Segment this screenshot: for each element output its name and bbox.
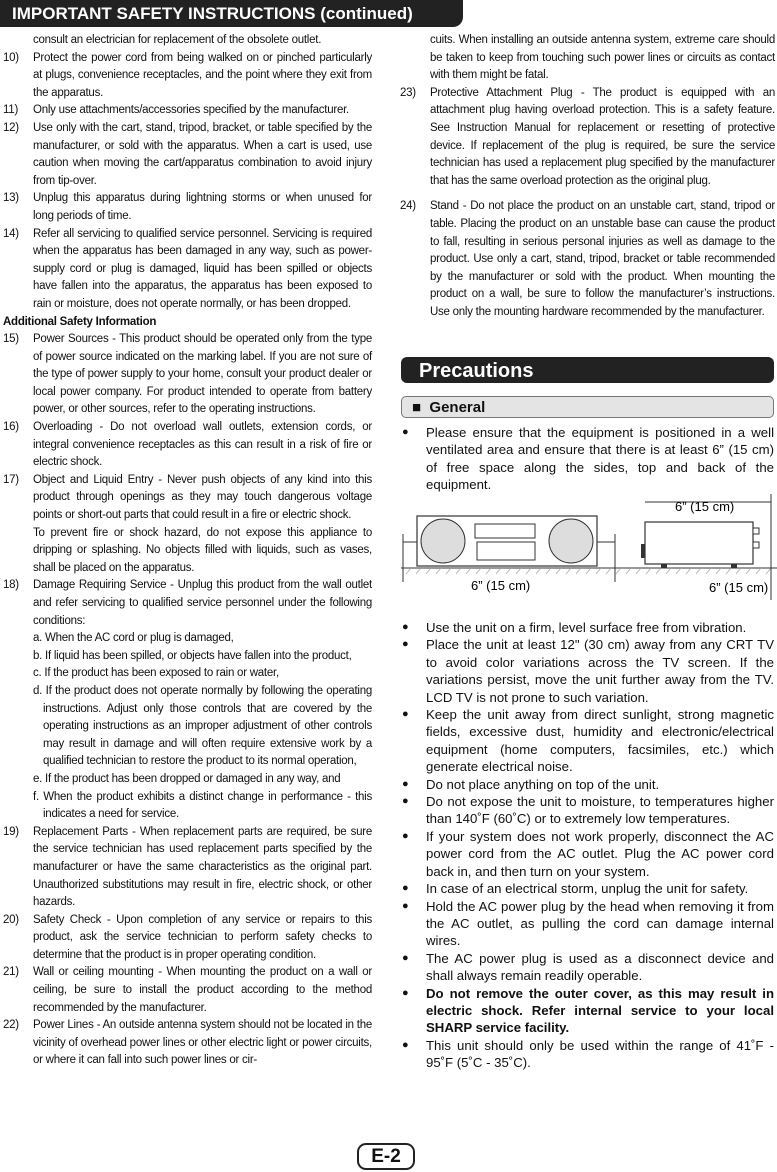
section-header: IMPORTANT SAFETY INSTRUCTIONS (continued) [0, 0, 463, 27]
item-text: Object and Liquid Entry - Never push objects of any kind into this product through openings as they may touch dangerous voltage points or short-out parts that could result in a fire or electric shock. [33, 473, 372, 522]
bullet-icon: ● [402, 708, 409, 721]
label-bottom-left: 6” (15 cm) [471, 578, 531, 593]
item-text: Overloading - Do not overload wall outlets, extension cords, or integral convenience receptacles as this can result in a risk of fire or electric shock. [33, 421, 372, 469]
list-item [3, 912, 372, 965]
list-item [400, 85, 775, 191]
bullet-item [401, 950, 774, 985]
item-number: 20) [3, 913, 19, 926]
general-subheading: ■ General [401, 396, 774, 418]
bullet-icon: ● [402, 986, 409, 999]
left-column [3, 32, 372, 1070]
item-text: Power Lines - An outside antenna system should not be located in the vicinity of overhead power lines or other electric light or power circuits, or where it can fall into such power lines or cir- [33, 1019, 372, 1067]
bullet-icon: ● [402, 951, 409, 964]
precautions-list [401, 619, 774, 1072]
bullet-item [401, 898, 774, 950]
bullet-item [401, 880, 774, 897]
item-text: Wall or ceiling mounting - When mounting the product on a wall or ceiling, be sure to install the product according to the method recommended by the manufacturer. [33, 966, 372, 1014]
bullet-text: If your system does not work properly, disconnect the AC power cord from the AC outlet. Plug the AC power cord back in, and then turn on your system. [426, 828, 774, 879]
list-item [3, 50, 372, 103]
sub-list-item: a. When the AC cord or plug is damaged, [33, 632, 234, 645]
list-item [3, 102, 372, 120]
item-text: Power Sources - This product should be operated only from the type of power source indicated on the marking label. If you are not sure of the type of power supply to your home, consult your product dealer or local power company. For product intended to operate from battery power, or other sources, refer to the operating instructions. [33, 333, 372, 416]
bullet-icon: ● [402, 795, 409, 808]
item-number: 14) [3, 227, 19, 240]
list-item [3, 824, 372, 912]
bullet-item [401, 985, 774, 1037]
bullet-text: Please ensure that the equipment is positioned in a well ventilated area and ensure that there is at least 6” (15 cm) of free space along the sides, top and back of the equipment. [426, 425, 774, 493]
list-item [400, 198, 775, 321]
precautions-heading: Precautions [401, 357, 774, 383]
clearance-diagram [401, 494, 777, 600]
bullet-item [401, 619, 774, 636]
general-label: General [429, 399, 486, 416]
sub-list-item: b. If liquid has been spilled, or objects have fallen into the product, [33, 649, 352, 662]
list-item [3, 1017, 372, 1070]
bullet-text: Use the unit on a firm, level surface free from vibration. [426, 620, 747, 635]
list-item [3, 577, 372, 630]
item-22-continued: cuits. When installing an outside antenna system, extreme care should be taken to keep from touching such power lines or circuits as contact with them might be fatal. [430, 34, 775, 82]
item-text: Safety Check - Upon completion of any service or repairs to this product, ask the service technician to perform safety checks to determine that the product is in proper operating condition. [33, 913, 372, 961]
bullet-icon: ● [402, 621, 409, 633]
item-text: Protect the power cord from being walked on or pinched particularly at plugs, convenience receptacles, and the point where they exit from the apparatus. [33, 51, 372, 99]
item-number: 24) [400, 200, 416, 213]
list-item [3, 964, 372, 1017]
bullet-text: Do not expose the unit to moisture, to temperatures higher than 140˚F (60˚C) or to extremely low temperatures. [426, 794, 774, 827]
sub-list-item: f. When the product exhibits a distinct change in performance - this indicates a need for service. [33, 790, 372, 821]
bullet-item [401, 706, 774, 776]
list-item [3, 472, 372, 525]
bullet-item [401, 793, 774, 828]
sub-list-item: c. If the product has been exposed to rain or water, [33, 667, 279, 680]
continued-text: consult an electrician for replacement of the obsolete outlet. [33, 34, 322, 46]
list-item [3, 120, 372, 190]
sub-list-item: d. If the product does not operate normally by following the operating instructions. Adjust only those controls that are covered by the operating instructions as an improper adjustment of other controls may result in damage and will often require extensive work by a qualified technician to restore the product to its normal operation, [33, 684, 372, 768]
bullet-text: Place the unit at least 12" (30 cm) away from any CRT TV to avoid color variations across the TV screen. If the variations persist, move the unit further away from the TV. LCD TV is not prone to such variation. [426, 637, 774, 705]
item-number: 13) [3, 192, 19, 205]
item-text: Stand - Do not place the product on an unstable cart, stand, tripod or table. Placing the product on an unstable base can cause the product to fall, resulting in serious personal injuries as well as damage to the product. Use only a cart, stand, tripod, bracket or table recommended by the manufacturer or sold with the product. When mounting the product on a wall, be sure to follow the manufacturer’s instructions. Use only the mounting hardware recommended by the manufacturer. [430, 200, 775, 318]
additional-safety-heading: Additional Safety Information [3, 315, 157, 328]
item-number: 18) [3, 579, 19, 592]
item-number: 23) [400, 86, 416, 99]
item-text: Replacement Parts - When replacement parts are required, be sure the service technician has used replacement parts specified by the manufacturer or have the same characteristics as the original part. Unauthorized substitutions may result in fire, electric shock, or other hazards. [33, 825, 372, 909]
bullet-item [401, 1037, 774, 1072]
label-top: 6” (15 cm) [675, 499, 735, 514]
floor-hatch [406, 568, 771, 574]
bullet-text: Keep the unit away from direct sunlight, strong magnetic fields, excessive dust, humidity and electronic/electrical equipment (home computers, facsimiles, etc.) which generate electrical noise. [426, 707, 774, 775]
bullet-icon: ● [402, 638, 409, 651]
list-item [3, 419, 372, 472]
first-bullet [401, 424, 774, 494]
item-number: 12) [3, 121, 19, 134]
bullet-item [401, 828, 774, 880]
item-number: 17) [3, 473, 19, 486]
item-text: Use only with the cart, stand, tripod, bracket, or table specified by the manufacturer, or sold with the apparatus. When a cart is used, use caution when moving the cart/apparatus combination to avoid injury from tip-over. [33, 121, 372, 187]
bullet-icon: ● [402, 426, 409, 438]
right-column [400, 32, 775, 322]
side-view-unit [641, 522, 759, 568]
item-number: 21) [3, 966, 19, 979]
bullet-text: Do not remove the outer cover, as this may result in electric shock. Refer internal service to your local SHARP service facility. [426, 985, 774, 1036]
bullet-text: Do not place anything on top of the unit. [426, 776, 660, 792]
item-17-continued: To prevent fire or shock hazard, do not expose this appliance to dripping or splashing. No objects filled with liquids, such as vases, shall be placed on the apparatus. [33, 526, 372, 574]
bullet-text: This unit should only be used within the range of 41˚F - 95˚F (5˚C - 35˚C). [426, 1037, 774, 1071]
bullet-icon: ● [402, 829, 409, 842]
bullet-icon: ● [402, 1038, 409, 1051]
bullet-icon: ● [402, 899, 409, 912]
item-number: 16) [3, 421, 19, 434]
bullet-icon: ● [402, 777, 409, 790]
item-number: 10) [3, 51, 19, 64]
item-number: 22) [3, 1019, 19, 1032]
item-text: Unplug this apparatus during lightning storms or when unused for long periods of time. [33, 192, 372, 222]
item-number: 19) [3, 825, 19, 838]
list-item [3, 331, 372, 419]
bullet-item [401, 636, 774, 706]
page-number: E-2 [357, 1143, 415, 1170]
item-number: 15) [3, 333, 19, 346]
item-text: Refer all servicing to qualified service personnel. Servicing is required when the apparatus has been damaged in any way, such as power-supply cord or plug is damaged, liquid has been spilled or objects have fallen into the apparatus, the apparatus has been exposed to rain or moisture, does not operate normally, or has been dropped. [33, 227, 372, 310]
item-text: Protective Attachment Plug - The product is equipped with an attachment plug having overload protection. This is a safety feature. See Instruction Manual for replacement or resetting of protective device. If replacement of the plug is required, be sure the service technician has used a replacement plug specified by the manufacturer that has the same overload protection as the original plug. [430, 86, 775, 187]
bullet-item [401, 776, 774, 793]
bullet-icon: ● [402, 882, 409, 895]
bullet-text: In case of an electrical storm, unplug the unit for safety. [426, 881, 749, 897]
sub-list-item: e. If the product has been dropped or damaged in any way, and [33, 772, 341, 785]
item-text: Only use attachments/accessories specified by the manufacturer. [33, 104, 349, 117]
bullet-text: Hold the AC power plug by the head when removing it from the AC outlet, as pulling the cord can damage internal wires. [426, 898, 774, 949]
label-bottom-right: 6” (15 cm) [709, 580, 769, 595]
item-number: 11) [3, 104, 19, 117]
bullet-text: The AC power plug is used as a disconnect device and shall always remain readily operable. [426, 950, 774, 984]
item-text: Damage Requiring Service - Unplug this product from the wall outlet and refer servicing to qualified service personnel under the following conditions: [33, 579, 372, 627]
front-view-unit [417, 516, 597, 566]
list-item [3, 190, 372, 225]
list-item [3, 226, 372, 314]
